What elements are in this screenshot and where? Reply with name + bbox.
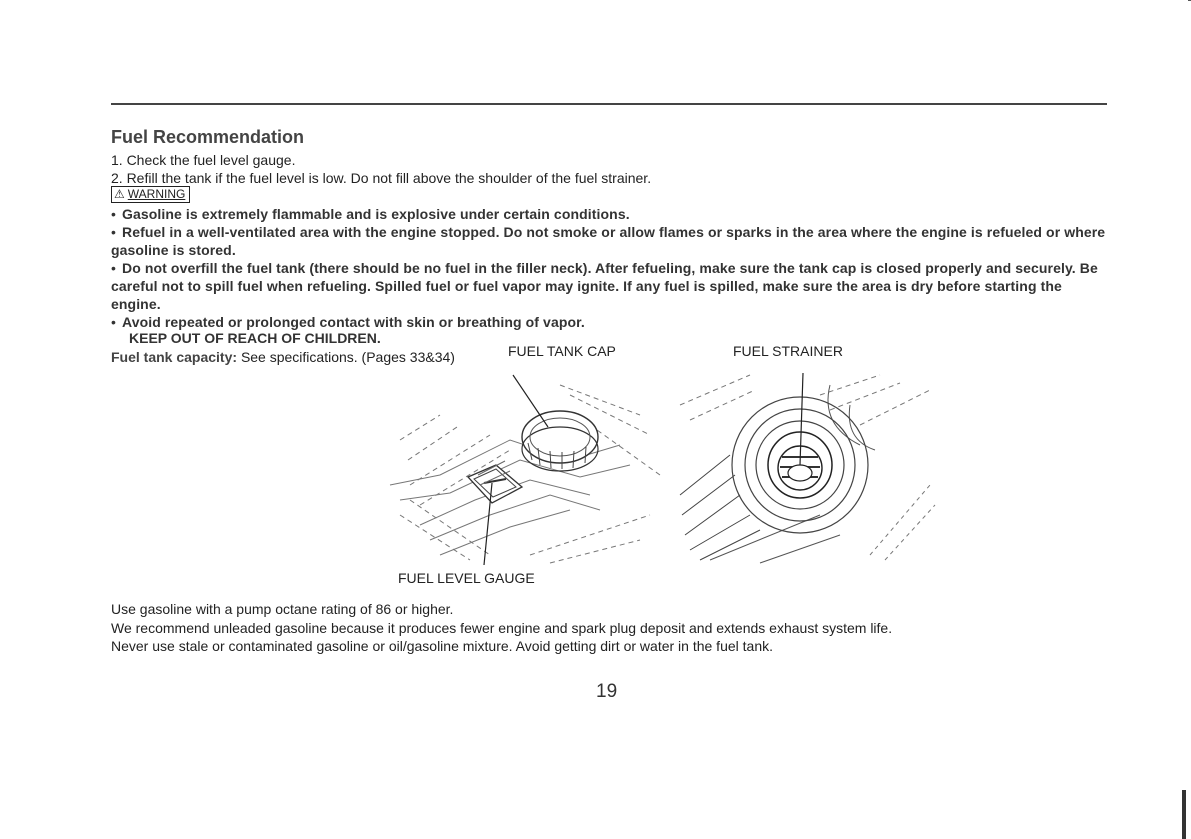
bullet-dot: • (111, 224, 117, 240)
warning-item-1 (111, 205, 1111, 223)
capacity-text: See specifications. (Pages 33&34) (240, 349, 455, 365)
fuel-tank-illustration (380, 365, 670, 570)
step-1: 1. Check the fuel level gauge. (111, 152, 296, 168)
cap-shape (522, 411, 598, 471)
cap-callout-line (513, 375, 548, 427)
warning-badge (111, 186, 190, 203)
bullet-dot: • (111, 314, 117, 330)
warning-item-4-text: Avoid repeated or prolonged contact with skin or breathing of vapor. (122, 314, 585, 330)
step-2: 2. Refill the tank if the fuel level is low. Do not fill above the shoulder of the fuel strainer. (111, 170, 652, 186)
body-line-1: Use gasoline with a pump octane rating of 86 or higher. (111, 601, 454, 617)
fuel-strainer-label: FUEL STRAINER (733, 343, 843, 359)
warning-item-2 (111, 223, 1111, 259)
warning-item-2-text: Refuel in a well-ventilated area with the engine stopped. Do not smoke or allow flames or sparks in the area where the engine is refueled or where gasoline is stored. (111, 224, 1106, 258)
body-line-3: Never use stale or contaminated gasoline or oil/gasoline mixture. Avoid getting dirt or water in the fuel tank. (111, 638, 773, 654)
page-number: 19 (596, 681, 618, 702)
body-line-2: We recommend unleaded gasoline because it produces fewer engine and spark plug deposit and extends exhaust system life. (111, 620, 893, 636)
fuel-tank-cap-label: FUEL TANK CAP (508, 343, 616, 359)
section-title: Fuel Recommendation (111, 127, 305, 147)
warning-label: WARNING (127, 187, 186, 201)
warning-item-3 (111, 259, 1111, 313)
warning-item-1-text: Gasoline is extremely flammable and is explosive under certain conditions. (122, 206, 630, 222)
bullet-dot: • (111, 206, 117, 222)
warning-item-3-text: Do not overfill the fuel tank (there should be no fuel in the filler neck). After fefueling, make sure the tank cap is closed properly and securely. Be careful not to spill fuel when refueling. Spilled fuel or fuel vapor may ignite. If any fuel is spilled, make sure the area is dry before starting the engine. (111, 260, 1098, 312)
bullet-dot: • (111, 260, 117, 276)
warning-item-4 (111, 313, 1111, 331)
capacity-label: Fuel tank capacity: (111, 349, 238, 365)
keep-out-notice: KEEP OUT OF REACH OF CHILDREN. (129, 330, 381, 346)
fuel-strainer-illustration (670, 365, 950, 570)
fuel-tank-capacity (111, 349, 455, 365)
page-edge-shadow (1182, 790, 1186, 839)
fuel-level-gauge-label: FUEL LEVEL GAUGE (398, 570, 535, 586)
gauge-shape (468, 461, 522, 503)
header-rule (111, 103, 1107, 105)
warning-triangle-icon: ⚠ (114, 187, 125, 201)
